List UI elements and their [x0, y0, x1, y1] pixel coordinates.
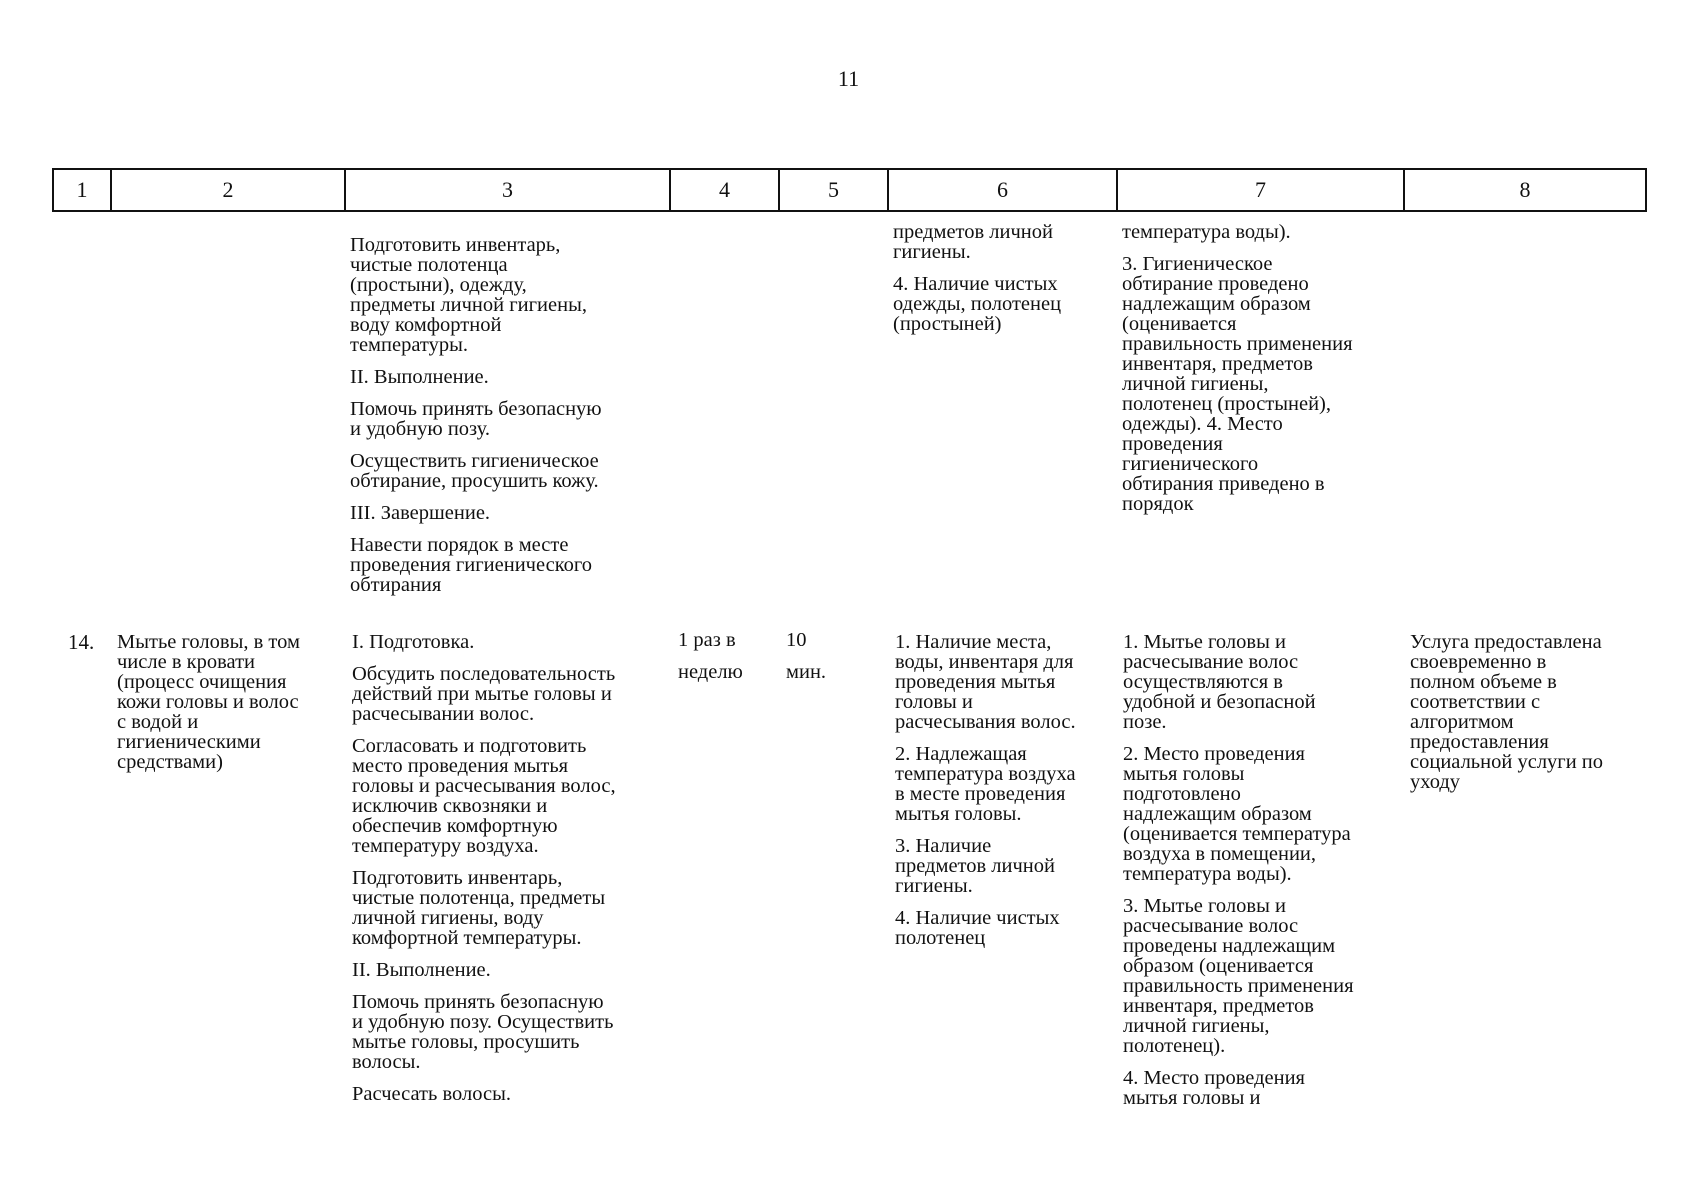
text-paragraph: 3. Наличие предметов личной гигиены.: [895, 835, 1055, 897]
text-paragraph: Навести порядок в месте проведения гигиенического обтирания: [350, 534, 593, 596]
row-14-service-name: Мытье головы, в том числе в кровати (процесс очищения кожи головы и волос с водой и гигиеническими средствами): [117, 631, 300, 773]
text-paragraph: предметов личной гигиены.: [893, 221, 1053, 263]
text-paragraph: Помочь принять безопасную и удобную позу. Осуществить мытье головы, просушить волосы.: [352, 991, 614, 1073]
row-14-frequency: 1 раз в неделю: [678, 629, 743, 683]
row-14-number: 14.: [68, 630, 95, 654]
continuation-col6-cell: [893, 222, 1113, 346]
row-14-col8-cell: Услуга предоставлена своевременно в полном объеме в соответствии с алгоритмом предоставления социальной услуги по уходу: [1410, 631, 1604, 793]
row-14-col7-cell: [1123, 632, 1408, 1120]
text-paragraph: 2. Надлежащая температура воздуха в месте проведения мытья головы.: [895, 743, 1076, 825]
text-paragraph: 4. Наличие чистых полотенец: [895, 907, 1060, 949]
row-14-duration: 10 мин.: [786, 629, 827, 683]
table-header-row: [52, 168, 1647, 212]
text-paragraph: 4. Наличие чистых одежды, полотенец (простыней): [893, 273, 1062, 335]
header-col-8: 8: [1403, 168, 1647, 212]
header-col-4: 4: [669, 168, 778, 212]
text-paragraph: Осуществить гигиеническое обтирание, просушить кожу.: [350, 450, 599, 492]
header-col-3: 3: [344, 168, 669, 212]
text-paragraph: I. Подготовка.: [352, 631, 475, 653]
continuation-col7-cell: [1122, 222, 1402, 526]
text-paragraph: Обсудить последовательность действий при мытье головы и расчесывании волос.: [352, 663, 616, 725]
header-col-6: 6: [887, 168, 1116, 212]
text-paragraph: 3. Мытье головы и расчесывание волос проведены надлежащим образом (оценивается правильность применения инвентаря, предметов личной гигиены, полотенец).: [1123, 895, 1354, 1057]
row-14-col6-cell: [895, 632, 1120, 960]
continuation-col3-cell: [350, 235, 650, 607]
text-paragraph: Помочь принять безопасную и удобную позу.: [350, 398, 602, 440]
text-paragraph: Расчесать волосы.: [352, 1083, 511, 1105]
text-paragraph: Согласовать и подготовить место проведения мытья головы и расчесывания волос, исключив сквозняки и обеспечив комфортную температуру воздуха.: [352, 735, 616, 857]
text-paragraph: 1. Мытье головы и расчесывание волос осуществляются в удобной и безопасной позе.: [1123, 631, 1316, 733]
text-paragraph: Подготовить инвентарь, чистые полотенца, предметы личной гигиены, воду комфортной температуры.: [352, 867, 606, 949]
page-number: 11: [837, 66, 860, 91]
text-paragraph: II. Выполнение.: [350, 366, 489, 388]
text-paragraph: 2. Место проведения мытья головы подготовлено надлежащим образом (оценивается температура воздуха в помещении, температура воды).: [1123, 743, 1351, 885]
text-paragraph: Подготовить инвентарь, чистые полотенца (простыни), одежду, предметы личной гигиены, воду комфортной температуры.: [350, 234, 587, 356]
text-paragraph: 1. Наличие места, воды, инвентаря для проведения мытья головы и расчесывания волос.: [895, 631, 1076, 733]
text-paragraph: температура воды).: [1122, 221, 1291, 243]
header-col-1: 1: [52, 168, 110, 212]
text-paragraph: II. Выполнение.: [352, 959, 491, 981]
header-col-5: 5: [778, 168, 887, 212]
header-col-2: 2: [110, 168, 344, 212]
text-paragraph: III. Завершение.: [350, 502, 491, 524]
text-paragraph: 4. Место проведения мытья головы и: [1123, 1067, 1305, 1109]
header-col-7: 7: [1116, 168, 1403, 212]
text-paragraph: 3. Гигиеническое обтирание проведено надлежащим образом (оценивается правильность применения инвентаря, предметов личной гигиены, полотенец (простыней), одежды). 4. Место проведения гигиенического обтирания приведено в порядок: [1122, 253, 1353, 515]
row-14-col3-cell: [352, 632, 672, 1116]
